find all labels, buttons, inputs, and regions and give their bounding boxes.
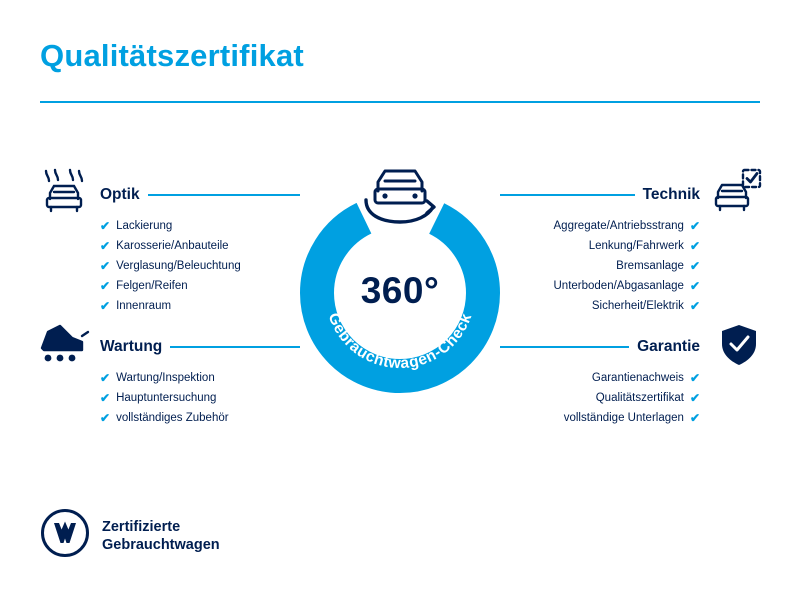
list-item-label: Bremsanlage xyxy=(616,260,684,272)
list-item xyxy=(100,388,300,408)
list-item xyxy=(100,408,300,428)
section-technik-header xyxy=(500,186,700,204)
list-item xyxy=(100,236,300,256)
list-item-label: Karosserie/Anbauteile xyxy=(116,240,229,252)
list-item xyxy=(100,276,300,296)
section-technik xyxy=(500,186,700,332)
section-optik-rule xyxy=(148,194,300,196)
section-wartung-list xyxy=(100,368,300,428)
list-item-label: Lackierung xyxy=(116,220,173,232)
list-item xyxy=(500,276,700,296)
car-checklist-icon xyxy=(714,168,762,219)
list-item xyxy=(500,256,700,276)
section-wartung-header xyxy=(100,338,300,356)
section-optik xyxy=(100,186,300,332)
list-item-label: Aggregate/Antriebsstrang xyxy=(553,220,684,232)
vw-logo xyxy=(40,508,90,563)
footer-brand xyxy=(40,508,220,563)
section-optik-list xyxy=(100,216,300,316)
list-item-label: Innenraum xyxy=(116,300,172,312)
car-wash-icon xyxy=(40,168,88,219)
list-item xyxy=(100,216,300,236)
list-item xyxy=(500,216,700,236)
title-divider xyxy=(40,101,760,103)
check-icon: ✔ xyxy=(689,239,700,253)
list-item-label: Verglasung/Beleuchtung xyxy=(116,260,241,272)
list-item-label: vollständige Unterlagen xyxy=(563,412,684,424)
check-icon: ✔ xyxy=(100,371,111,385)
list-item xyxy=(500,296,700,316)
list-item-label: vollständiges Zubehör xyxy=(116,412,229,424)
section-garantie xyxy=(500,338,700,444)
car-service-icon xyxy=(38,322,90,371)
section-wartung xyxy=(100,338,300,444)
check-icon: ✔ xyxy=(100,411,111,425)
list-item xyxy=(100,368,300,388)
check-icon: ✔ xyxy=(689,391,700,405)
check-icon: ✔ xyxy=(689,219,700,233)
section-optik-header xyxy=(100,186,300,204)
section-technik-title: Technik xyxy=(642,186,700,203)
section-garantie-rule xyxy=(500,346,629,348)
list-item-label: Unterboden/Abgasanlage xyxy=(553,280,684,292)
section-technik-list xyxy=(500,216,700,316)
ring-text: Gebrauchtwagen-Check xyxy=(324,310,476,373)
page-title: Qualitätszertifikat xyxy=(40,38,304,73)
check-icon: ✔ xyxy=(100,279,111,293)
check-icon: ✔ xyxy=(689,259,700,273)
list-item xyxy=(500,388,700,408)
list-item-label: Wartung/Inspektion xyxy=(116,372,215,384)
list-item-label: Qualitätszertifikat xyxy=(595,392,684,404)
footer-text xyxy=(102,518,220,554)
list-item-label: Sicherheit/Elektrik xyxy=(591,300,684,312)
list-item-label: Lenkung/Fahrwerk xyxy=(588,240,684,252)
list-item xyxy=(500,408,700,428)
list-item xyxy=(500,368,700,388)
check-icon: ✔ xyxy=(689,279,700,293)
section-wartung-rule xyxy=(170,346,300,348)
check-icon: ✔ xyxy=(100,259,111,273)
list-item xyxy=(100,256,300,276)
check-icon: ✔ xyxy=(100,391,111,405)
section-wartung-title: Wartung xyxy=(100,338,163,355)
list-item-label: Hauptuntersuchung xyxy=(116,392,217,404)
check-icon: ✔ xyxy=(689,411,700,425)
footer-line-2: Gebrauchtwagen xyxy=(102,536,220,553)
list-item xyxy=(500,236,700,256)
list-item xyxy=(100,296,300,316)
donut-value: 360° xyxy=(360,270,440,311)
check-donut xyxy=(295,188,505,398)
car-front-rotate-icon xyxy=(354,156,446,226)
check-icon: ✔ xyxy=(100,219,111,233)
section-technik-rule xyxy=(500,194,635,196)
check-icon: ✔ xyxy=(100,239,111,253)
footer-line-1: Zertifizierte xyxy=(102,518,181,535)
shield-check-icon xyxy=(718,322,760,373)
check-icon: ✔ xyxy=(100,299,111,313)
list-item-label: Felgen/Reifen xyxy=(116,280,188,292)
section-optik-title: Optik xyxy=(100,186,140,203)
section-garantie-list xyxy=(500,368,700,428)
section-garantie-title: Garantie xyxy=(637,338,700,355)
check-icon: ✔ xyxy=(689,299,700,313)
list-item-label: Garantienachweis xyxy=(591,372,684,384)
check-icon: ✔ xyxy=(689,371,700,385)
section-garantie-header xyxy=(500,338,700,356)
